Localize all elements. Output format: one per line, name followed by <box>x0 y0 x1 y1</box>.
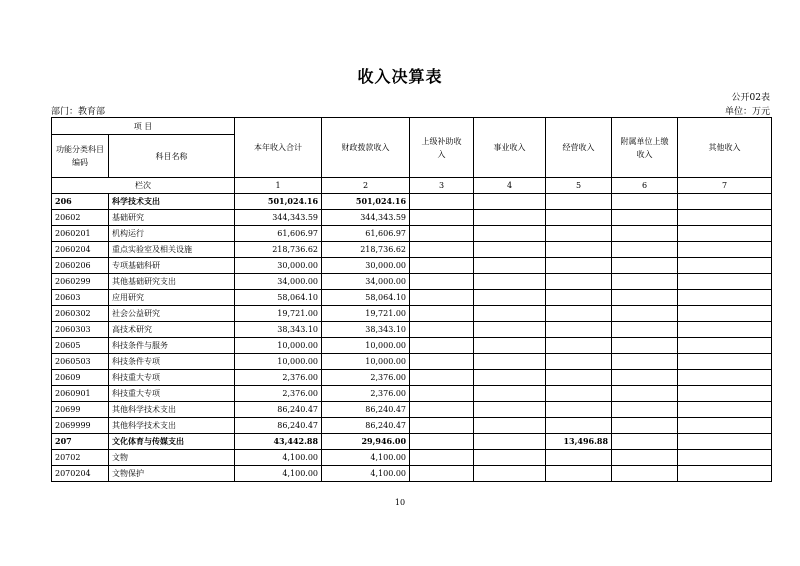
code-cell: 207 <box>52 434 109 450</box>
affiliated-cell <box>612 210 678 226</box>
fiscal-cell: 58,064.10 <box>322 290 410 306</box>
table-body <box>52 118 772 482</box>
superior-cell <box>410 370 474 386</box>
other-cell <box>678 466 772 482</box>
other-cell <box>678 194 772 210</box>
superior-cell <box>410 434 474 450</box>
fiscal-cell: 2,376.00 <box>322 386 410 402</box>
total-cell: 2,376.00 <box>235 386 322 402</box>
superior-cell <box>410 402 474 418</box>
other-cell <box>678 290 772 306</box>
total-cell: 86,240.47 <box>235 418 322 434</box>
superior-cell <box>410 274 474 290</box>
subject-name-cell: 基础研究 <box>109 210 235 226</box>
affiliated-cell <box>612 338 678 354</box>
department-label: 部门：教育部 <box>51 107 106 117</box>
affiliated-cell <box>612 450 678 466</box>
fiscal-cell: 34,000.00 <box>322 274 410 290</box>
operating-cell <box>546 258 612 274</box>
superior-cell <box>410 418 474 434</box>
business-cell <box>474 322 546 338</box>
item-group-header: 项 目 <box>52 118 235 135</box>
subject-name-cell: 科技重大专项 <box>109 370 235 386</box>
affiliated-cell <box>612 290 678 306</box>
business-cell <box>474 274 546 290</box>
other-cell <box>678 226 772 242</box>
subject-name-header: 科目名称 <box>109 135 235 178</box>
superior-cell <box>410 242 474 258</box>
table-row <box>52 338 772 354</box>
total-cell: 4,100.00 <box>235 450 322 466</box>
code-cell: 2060901 <box>52 386 109 402</box>
fiscal-cell: 19,721.00 <box>322 306 410 322</box>
subject-name-cell: 重点实验室及相关设施 <box>109 242 235 258</box>
total-cell: 10,000.00 <box>235 338 322 354</box>
table-row <box>52 450 772 466</box>
business-cell <box>474 370 546 386</box>
table-row <box>52 418 772 434</box>
subject-name-cell: 高技术研究 <box>109 322 235 338</box>
col-num-1: 1 <box>235 178 322 194</box>
code-cell: 2060201 <box>52 226 109 242</box>
superior-cell <box>410 290 474 306</box>
affiliated-cell <box>612 322 678 338</box>
business-cell <box>474 194 546 210</box>
code-cell: 2060299 <box>52 274 109 290</box>
other-cell <box>678 370 772 386</box>
affiliated-cell <box>612 434 678 450</box>
operating-cell <box>546 418 612 434</box>
total-cell: 86,240.47 <box>235 402 322 418</box>
total-cell: 344,343.59 <box>235 210 322 226</box>
total-cell: 10,000.00 <box>235 354 322 370</box>
col-num-4: 4 <box>474 178 546 194</box>
operating-cell <box>546 338 612 354</box>
fiscal-cell: 30,000.00 <box>322 258 410 274</box>
column-number-row <box>52 178 772 194</box>
affiliated-cell <box>612 194 678 210</box>
operating-cell <box>546 274 612 290</box>
affiliated-cell <box>612 418 678 434</box>
code-cell: 2069999 <box>52 418 109 434</box>
fiscal-cell: 38,343.10 <box>322 322 410 338</box>
page-number: 10 <box>394 498 406 507</box>
code-cell: 2060503 <box>52 354 109 370</box>
col-total-header: 本年收入合计 <box>235 118 322 178</box>
affiliated-cell <box>612 274 678 290</box>
operating-cell <box>546 450 612 466</box>
subject-name-cell: 其他科学技术支出 <box>109 402 235 418</box>
superior-cell <box>410 338 474 354</box>
business-cell <box>474 434 546 450</box>
table-row <box>52 306 772 322</box>
code-cell: 2070204 <box>52 466 109 482</box>
affiliated-cell <box>612 370 678 386</box>
affiliated-cell <box>612 226 678 242</box>
fiscal-cell: 2,376.00 <box>322 370 410 386</box>
business-cell <box>474 354 546 370</box>
func-code-header: 功能分类科目编码 <box>52 135 109 178</box>
superior-cell <box>410 258 474 274</box>
total-cell: 30,000.00 <box>235 258 322 274</box>
table-row <box>52 194 772 210</box>
superior-cell <box>410 306 474 322</box>
subject-name-cell: 社会公益研究 <box>109 306 235 322</box>
other-cell <box>678 258 772 274</box>
operating-cell <box>546 226 612 242</box>
fiscal-cell: 86,240.47 <box>322 402 410 418</box>
form-number: 公开02表 <box>731 93 770 103</box>
affiliated-cell <box>612 466 678 482</box>
business-cell <box>474 418 546 434</box>
superior-cell <box>410 466 474 482</box>
code-cell: 2060206 <box>52 258 109 274</box>
total-cell: 4,100.00 <box>235 466 322 482</box>
other-cell <box>678 338 772 354</box>
subject-name-cell: 文化体育与传媒支出 <box>109 434 235 450</box>
table-row <box>52 210 772 226</box>
col-num-2: 2 <box>322 178 410 194</box>
total-cell: 19,721.00 <box>235 306 322 322</box>
superior-cell <box>410 194 474 210</box>
table-row <box>52 402 772 418</box>
fiscal-cell: 501,024.16 <box>322 194 410 210</box>
business-cell <box>474 402 546 418</box>
operating-cell <box>546 402 612 418</box>
affiliated-cell <box>612 306 678 322</box>
other-cell <box>678 274 772 290</box>
code-cell: 2060204 <box>52 242 109 258</box>
business-cell <box>474 242 546 258</box>
subject-name-cell: 文物保护 <box>109 466 235 482</box>
operating-cell <box>546 370 612 386</box>
header-row-1 <box>52 118 772 135</box>
col-num-6: 6 <box>612 178 678 194</box>
business-cell <box>474 466 546 482</box>
superior-cell <box>410 210 474 226</box>
fiscal-cell: 344,343.59 <box>322 210 410 226</box>
affiliated-cell <box>612 242 678 258</box>
affiliated-cell <box>612 354 678 370</box>
business-cell <box>474 450 546 466</box>
affiliated-cell <box>612 386 678 402</box>
col-superior-header: 上级补助收入 <box>410 118 474 178</box>
table-row <box>52 370 772 386</box>
code-cell: 206 <box>52 194 109 210</box>
operating-cell <box>546 354 612 370</box>
subject-name-cell: 科学技术支出 <box>109 194 235 210</box>
page-title: 收入决算表 <box>357 67 443 86</box>
subject-name-cell: 科技条件与服务 <box>109 338 235 354</box>
subject-name-cell: 专项基础科研 <box>109 258 235 274</box>
col-business-header: 事业收入 <box>474 118 546 178</box>
other-cell <box>678 402 772 418</box>
operating-cell: 13,496.88 <box>546 434 612 450</box>
other-cell <box>678 450 772 466</box>
fiscal-cell: 4,100.00 <box>322 466 410 482</box>
table-row <box>52 258 772 274</box>
superior-cell <box>410 322 474 338</box>
superior-cell <box>410 450 474 466</box>
operating-cell <box>546 322 612 338</box>
fiscal-cell: 10,000.00 <box>322 338 410 354</box>
col-num-5: 5 <box>546 178 612 194</box>
income-table <box>51 117 772 482</box>
business-cell <box>474 210 546 226</box>
affiliated-cell <box>612 402 678 418</box>
superior-cell <box>410 386 474 402</box>
total-cell: 34,000.00 <box>235 274 322 290</box>
col-fiscal-header: 财政拨款收入 <box>322 118 410 178</box>
superior-cell <box>410 354 474 370</box>
other-cell <box>678 306 772 322</box>
business-cell <box>474 226 546 242</box>
table-row <box>52 354 772 370</box>
code-cell: 20603 <box>52 290 109 306</box>
subject-name-cell: 其他基础研究支出 <box>109 274 235 290</box>
operating-cell <box>546 290 612 306</box>
operating-cell <box>546 194 612 210</box>
fiscal-cell: 4,100.00 <box>322 450 410 466</box>
code-cell: 2060303 <box>52 322 109 338</box>
other-cell <box>678 418 772 434</box>
business-cell <box>474 338 546 354</box>
fiscal-cell: 218,736.62 <box>322 242 410 258</box>
col-other-header: 其他收入 <box>678 118 772 178</box>
business-cell <box>474 258 546 274</box>
col-affiliated-header: 附属单位上缴收入 <box>612 118 678 178</box>
code-cell: 20702 <box>52 450 109 466</box>
code-cell: 2060302 <box>52 306 109 322</box>
operating-cell <box>546 466 612 482</box>
subject-name-cell: 文物 <box>109 450 235 466</box>
subject-name-cell: 应用研究 <box>109 290 235 306</box>
total-cell: 2,376.00 <box>235 370 322 386</box>
subject-name-cell: 机构运行 <box>109 226 235 242</box>
business-cell <box>474 290 546 306</box>
total-cell: 218,736.62 <box>235 242 322 258</box>
table-row <box>52 290 772 306</box>
code-cell: 20609 <box>52 370 109 386</box>
operating-cell <box>546 210 612 226</box>
table-row <box>52 226 772 242</box>
subject-name-cell: 其他科学技术支出 <box>109 418 235 434</box>
superior-cell <box>410 226 474 242</box>
table-row <box>52 466 772 482</box>
col-num-3: 3 <box>410 178 474 194</box>
fiscal-cell: 61,606.97 <box>322 226 410 242</box>
operating-cell <box>546 306 612 322</box>
operating-cell <box>546 386 612 402</box>
total-cell: 43,442.88 <box>235 434 322 450</box>
total-cell: 61,606.97 <box>235 226 322 242</box>
other-cell <box>678 386 772 402</box>
row-label-cell: 栏次 <box>52 178 235 194</box>
table-row <box>52 242 772 258</box>
table-row <box>52 274 772 290</box>
col-num-7: 7 <box>678 178 772 194</box>
affiliated-cell <box>612 258 678 274</box>
subject-name-cell: 科技重大专项 <box>109 386 235 402</box>
other-cell <box>678 242 772 258</box>
fiscal-cell: 29,946.00 <box>322 434 410 450</box>
code-cell: 20699 <box>52 402 109 418</box>
fiscal-cell: 86,240.47 <box>322 418 410 434</box>
subject-name-cell: 科技条件专项 <box>109 354 235 370</box>
total-cell: 58,064.10 <box>235 290 322 306</box>
other-cell <box>678 210 772 226</box>
table-row <box>52 434 772 450</box>
unit-label: 单位：万元 <box>724 107 770 117</box>
other-cell <box>678 354 772 370</box>
other-cell <box>678 322 772 338</box>
business-cell <box>474 386 546 402</box>
business-cell <box>474 306 546 322</box>
operating-cell <box>546 242 612 258</box>
table-row <box>52 322 772 338</box>
other-cell <box>678 434 772 450</box>
col-operating-header: 经营收入 <box>546 118 612 178</box>
code-cell: 20605 <box>52 338 109 354</box>
total-cell: 501,024.16 <box>235 194 322 210</box>
total-cell: 38,343.10 <box>235 322 322 338</box>
table-row <box>52 386 772 402</box>
code-cell: 20602 <box>52 210 109 226</box>
fiscal-cell: 10,000.00 <box>322 354 410 370</box>
